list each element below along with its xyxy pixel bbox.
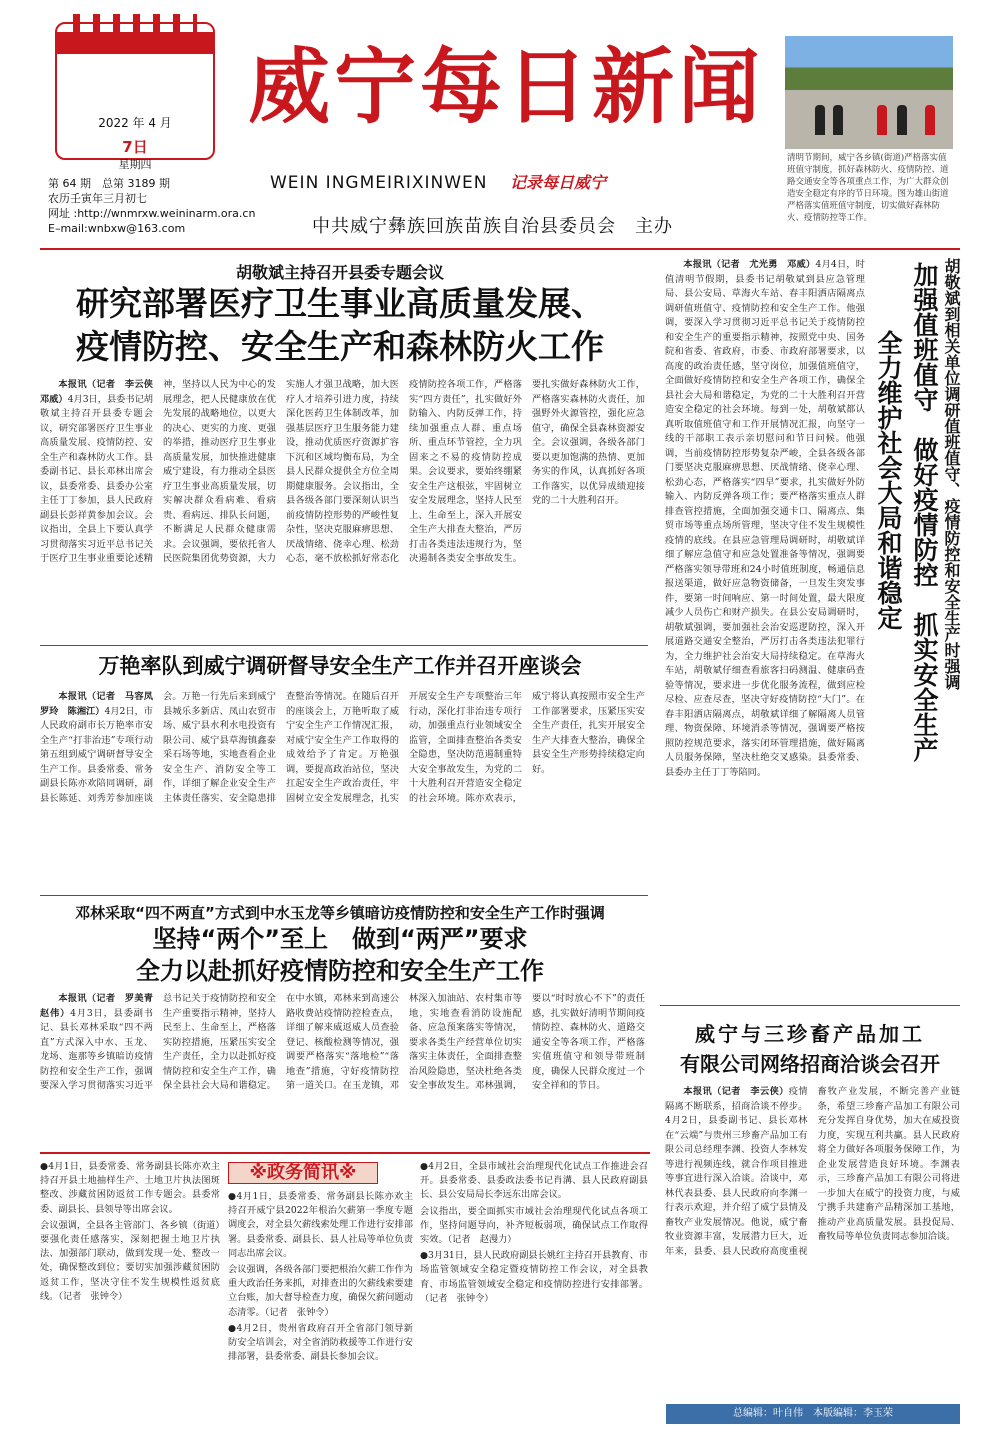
brief-item: 会议指出，要全面抓实市域社会治理现代化试点各项工作，坚持问题导向，补齐短板弱项，确保试点工作取得实效。（记者 赵漫力） [420,1205,648,1246]
article5-text: 疫情隔离不断联系，招商洽谈不停步。4月2日，县委副书记、县长邓林在“云端”与贵州三珍畜产品加工有限公司总经理李渊、投资人李林发等进行视频连线，就合作项目推进等事宜进行深入洽谈。洽谈中，邓林代表县委、县人民政府向李渊一行表示欢迎，并介绍了威宁县情及畜牧产业发展情况。他说，威宁畜牧业资源丰富，发展潜力巨大，近年来，县委、县人民政府高度重视畜牧产业发展，不断完善产业链条，希望三珍畜产品加工有限公司充分发挥自身优势，加大在威投资力度，实现互利共赢。县人民政府将全力做好各项服务保障工作，为企业发展营造良好环境。李渊表示，三珍畜产品加工有限公司将进一步加大在威宁的投资力度，与威宁携手共建畜产品精深加工基地，推动产业高质量发展。县投促局、畜牧局等单位负责同志参加洽谈。 [665,1086,960,1257]
briefs-label: ※政务简讯※ [228,1162,378,1184]
date-weekday: 星期四 [118,158,152,171]
brief-item: 会议强调，各级各部门要把根治欠薪工作作为重大政治任务来抓，对排查出的欠薪线索要建立台账，加大督导检查力度，确保欠薪问题动态清零。（记者 张钟令） [228,1264,413,1318]
article4-kicker: 胡敬斌到相关单位调研值班值守、疫情防控和安全生产时强调 [942,258,961,690]
article3-text: 4月3日，县委副书记、县长邓林采取“四不两直”方式深入中水、玉龙、龙场、迤那等乡镇暗访疫情防控和安全生产工作，强调要深入学习贯彻落实习近平总书记关于疫情防控和安全生产重要指示精神，坚持人民至上、生命至上，严格落实防控措施，压紧压实安全生产责任，全力以赴抓好疫情防控和安全生产工作，确保全县社会大局和谐稳定。在中水镇，邓林来到高速公路收费站疫情防控检查点，详细了解来威返威人员查验登记、核酸检测等情况，强调要严格落实“落地检”“落地查”措施，守好疫情防控第一道关口。在玉龙镇，邓林深入加油站、农村集市等地，实地查看消防设施配备、应急预案落实等情况，要求各类生产经营单位切实落实主体责任，全面排查整治风险隐患，坚决杜绝各类安全事故发生。邓林强调，要以“时时放心不下”的责任感，扎实做好清明节期间疫情防控、森林防火、道路交通安全等各项工作，严格落实值班值守和领导带班制度，确保人民群众度过一个安全祥和的节日。 [40,993,645,1091]
article4-byline: 本报讯（记者 尤光勇 邓威） [683,259,816,270]
article3-byline: 本报讯（记者 罗美青 赵伟） [40,993,163,1019]
brief-item: ●4月2日，全县市域社会治理现代化试点工作推进会召开。县委常委、县委政法委书记肖溝、县人民政府副县长、县公安局局长李远东出席会议。 [420,1161,648,1201]
article4-headline-1: 加强值班值守 做好疫情防控 抓实安全生产 [910,262,939,762]
article5-headline-2: 有限公司网络招商洽谈会召开 [680,1052,940,1076]
article4-headline-2: 全力维护社会大局和谐稳定 [874,330,903,630]
article3-headline-1: 坚持“两个”至上 做到“两严”要求 [152,925,528,953]
article1-byline: 本报讯（记者 李云侠 邓威） [40,379,163,405]
article2-body [40,690,645,892]
newspaper-pinyin: WEIN INGMEIRIXINWEN [270,173,488,193]
editor-credits: 总编辑：叶自伟 本版编辑：李玉荣 [666,1404,960,1424]
brief-item: ●4月2日，贵州省政府召开全省部门领导新防安全培训会，对全省消防救援等工作进行安排部署，县委常委、副县长参加会议。 [228,1322,413,1363]
article5-headline-1: 威宁与三珍畜产品加工 [695,1022,925,1046]
briefs-rule [40,1152,650,1154]
email-link[interactable]: E–mail:wnbxw@163.com [48,222,186,235]
briefs-col1 [40,1160,220,1400]
article3-kicker: 邓林采取“四不两直”方式到中水玉龙等乡镇暗访疫情防控和安全生产工作时强调 [75,904,605,922]
calendar-band [57,32,213,54]
divider [40,895,648,896]
article4-text: 4月4日，时值清明节假期，县委书记胡敬斌到县应急管理局、县公安局、草海火车站、春丰阳洒店隔离点调研值班值守、疫情防控和安全生产工作。他强调，要深入学习贯彻习近平总书记关于疫情防控和安全生产的重要指示精神，按照党中央、国务院和省委、省政府，市委、市政府部署要求，以高度的政治责任感，坚守岗位，加强值班值守，全面做好疫情防控和安全生产各项工作，确保全县社会大局和谐稳定，为党的二十大胜利召开营造安全稳定的社会环境。每到一处，胡敬斌都认真听取值班值守和工作开展情况汇报，向坚守一线的干部职工表示亲切慰问和节日问候。他强调，当前疫情防控形势复杂严峻，全县各级各部门要坚决克服麻痹思想、厌战情绪、侥幸心理、松劲心态，严格落实“四早”要求，扎实做好外防输入、内防反弹各项工作；要严格落实重点人群排查管控措施，全面加强交通卡口、隔离点、集贸市场等重点场所管理，坚决守住不发生规模性疫情的底线。在县应急管理局调研时，胡敬斌详细了解应急值守和应急处置准备等情况，强调要严格落实领导带班和24小时值班制度，畅通信息报送渠道，做好应急物资储备，一旦发生突发事件，要第一时间响应、第一时间处置，最大限度减少人员伤亡和财产损失。在县公安局调研时，胡敬斌强调，要加强社会治安巡逻防控，深入开展道路交通安全整治，严厉打击各类违法犯罪行为，全力维护社会治安大局持续稳定。在草海火车站，胡敬斌仔细查看旅客扫码测温、健康码查验等情况，要求进一步优化服务流程，做到应检尽检、应查尽查，坚决守好疫情防控“大门”。在春丰阳洒店隔离点，胡敬斌详细了解隔离人员管理、物资保障、环境消杀等情况，强调要严格按照防控规范要求，落实闭环管理措施，做好隔离人员服务保障，坚决杜绝交叉感染。县委常委、县委办主任丁丁等陪同。 [665,259,865,778]
brief-item: ●3月31日，县人民政府副县长姚红主持召开县教育、市场监管领域安全稳定暨疫情防控工作会议，对全县教育、市场监管领域安全稳定和疫情防控进行安排部署。（记者 张钟令） [420,1250,648,1304]
article5-byline: 本报讯（记者 李云侠） [683,1086,789,1097]
article2-headline: 万艳率队到威宁调研督导安全生产工作并召开座谈会 [98,654,582,678]
divider [40,645,648,646]
lunar-date: 农历壬寅年三月初七 [48,192,147,205]
brief-item: ●4月1日，县委常委、常务副县长陈亦欢主持召开威宁县2022年根治欠薪第一季度专题调度会，对全县欠薪线索处理工作进行安排部署。县委常委、副县长、县人社局等单位负责同志出席会议。 [228,1191,413,1259]
calendar-rings [73,14,197,32]
front-photo [785,36,953,149]
website-link[interactable]: 网址 :http://wnmrxw.weininarm.ora.cn [48,207,256,220]
slogan: 记录每日威宁 [510,173,607,192]
newspaper-title: 威宁每日新闻 [248,40,765,135]
calendar-block [55,22,215,171]
date-day: 7日 [122,138,148,156]
article2-text: 4月2日，市人民政府副市长万艳率市安全生产“打非治违”专项行动第五组到威宁调研督导安全生产工作。县委常委、常务副县长陈亦欢陪同调研，副县长陈延、刘秀芳参加座谈会。万艳一行先后来到威宁县城乐多新店、凤山农贸市场、威宁县水利水电投资有限公司、威宁县草海镇鑫泰采石场等地，实地查看企业安全生产、消防安全等工作，详细了解企业安全生产主体责任落实、安全隐患排查整治等情况。在随后召开的座谈会上，万艳听取了威宁安全生产工作情况汇报，对威宁安全生产工作取得的成效给予了肯定。万艳强调，要提高政治站位，坚决扛起安全生产政治责任，牢固树立安全发展理念，扎实开展安全生产专项整治三年行动，深化打非治违专项行动，加强重点行业领域安全监管，全面排查整治各类安全隐患，坚决防范遏制重特大安全事故发生，为党的二十大胜利召开营造安全稳定的社会环境。陈亦欢表示，威宁将认真按照市安全生产工作部署要求，压紧压实安全生产责任，扎实开展安全生产大排查大整治，确保全县安全生产形势持续稳定向好。 [40,691,645,804]
article5-body [665,1085,960,1397]
briefs-col2 [228,1190,413,1404]
date-year-month: 2022 年 4 月 [98,116,172,130]
brief-item: 会议强调，全县各主管部门、各乡镇（街道）要强化责任感落实，深刻把握土地卫片执法、加强部门联动，做到发现一处、整改一处，确保整改到位；要切实加强涉藏贫困防返贫工作，坚决守住不发生规模性返贫底线。（记者 张钟令） [40,1219,220,1302]
divider [660,1005,960,1006]
article1-body [40,378,645,640]
article1-headline-2: 疫情防控、安全生产和森林防火工作 [76,327,604,366]
article3-headline-2: 全力以赴抓好疫情防控和安全生产工作 [136,957,544,985]
masthead-rule [40,248,960,250]
article1-kicker: 胡敬斌主持召开县委专题会议 [235,263,444,282]
issue-info [48,176,256,236]
briefs-col3 [420,1160,648,1404]
article1-headline-1: 研究部署医疗卫生事业高质量发展、 [76,284,604,323]
photo-caption: 清明节期间，威宁各乡镇(街道)严格落实值班值守制度，抓好森林防火、疫情防控、道路交通安全等各项重点工作，为广大群众创造安全稳定有序的节日环境。图为雄山街道严格落实值班值守制度，切实做好森林防火、疫情防控等工作。 [787,153,949,223]
brief-item: ●4月1日，县委常委、常务副县长陈亦欢主持召开县土地抽样生产、土地卫片执法图斑整改、涉藏贫困防返贫工作专题会。县委常委、副县长、县领导等出席会议。 [40,1161,220,1215]
article2-byline: 本报讯（记者 马容凤 罗玲 陈湘江） [40,691,163,717]
article1-text: 4月3日，县委书记胡敬斌主持召开县委专题会议，研究部署医疗卫生事业高质量发展、疫情防控、安全生产和森林防火工作。县委副书记、县长邓林出席会议，县委常委、县委办公室主任丁丁参加，县人民政府副县长彭祥黄参加会议。会议指出，全县上下要认真学习贯彻落实习近平总书记关于医疗卫生事业重要论述精神，坚持以人民为中心的发展理念，把人民健康放在优先发展的战略地位，以更大的决心、更实的力度、更强的举措，推动医疗卫生事业高质量发展，加快推进健康威宁建设，有力推动全县医疗卫生事业高质量发展，切实解决群众看病难、看病贵、看病远、排队长问题，不断满足人民群众健康需求。会议强调，要依托省人民医院集团优势资源，大力实施人才强卫战略，加大医疗人才培养引进力度，持续深化医药卫生体制改革，加强基层医疗卫生服务能力建设，推动优质医疗资源扩容下沉和区域均衡布局，为全县人民群众提供全方位全周期健康服务。会议指出，全县各级各部门要深刻认识当前疫情防控形势的严峻性复杂性，坚决克服麻痹思想、厌战情绪、侥幸心理、松劲心态，毫不放松抓好常态化疫情防控各项工作，严格落实“四方责任”，扎实做好外防输入、内防反弹工作，持续加强重点人群、重点场所、重点环节管控，全力巩固来之不易的疫情防控成果。会议要求，要始终绷紧安全生产这根弦，牢固树立安全发展理念，坚持人民至上、生命至上，深入开展安全生产大排查大整治，严厉打击各类违法违规行为，坚决遏制各类安全事故发生。要扎实做好森林防火工作，严格落实森林防火责任，加强野外火源管控，强化应急值守，确保全县森林资源安全。会议强调，各级各部门要以更加饱满的热情、更加务实的作风，认真抓好各项工作落实，以优异成绩迎接党的二十大胜利召开。 [40,379,645,564]
issue-number: 第 64 期 总第 3189 期 [48,177,170,190]
sponsor-line: 中共威宁彝族回族苗族自治县委员会 主办 [312,216,673,237]
article3-body [40,992,645,1142]
